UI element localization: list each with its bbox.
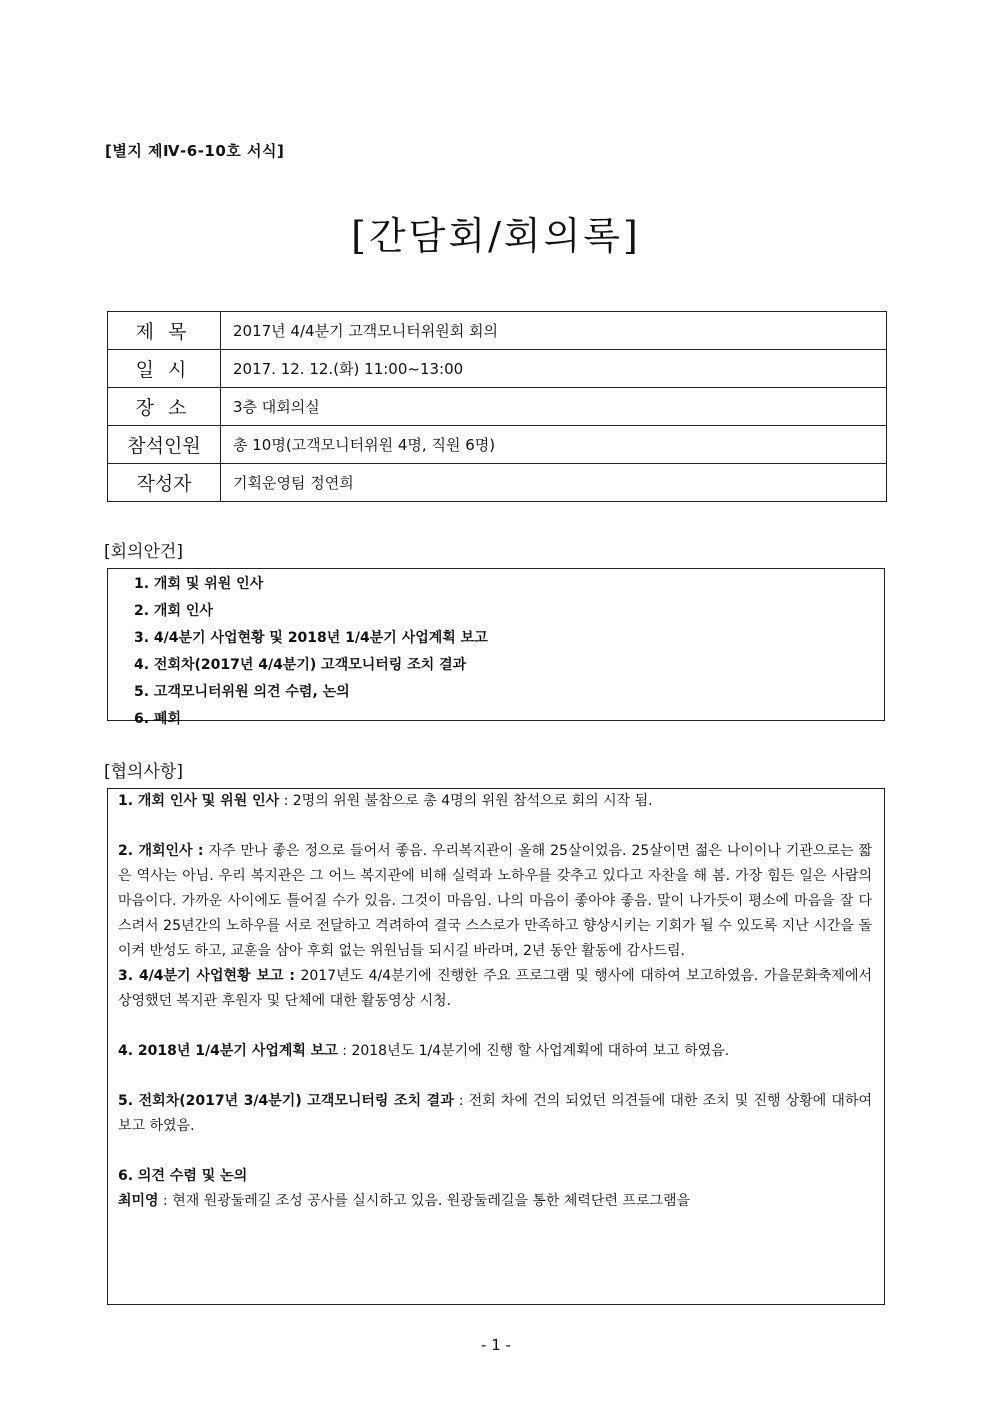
discussion-item-title: 최미영 — [118, 1193, 159, 1209]
info-value: 총 10명(고객모니터위원 4명, 직원 6명) — [221, 426, 887, 464]
form-code: [별지 제Ⅳ-6-10호 서식] — [105, 142, 285, 160]
discussion-item-title: 4. 2018년 1/4분기 사업계획 보고 — [118, 1043, 338, 1059]
discussion-item-title: 3. 4/4분기 사업현황 보고 : — [118, 968, 295, 984]
discussion-item-title: 2. 개회인사 : — [118, 843, 204, 859]
info-row-location — [108, 388, 887, 426]
page-number: - 1 - — [481, 1336, 511, 1354]
meeting-info-table — [107, 311, 887, 502]
discussion-item — [118, 1164, 872, 1189]
info-label: 장소 — [108, 388, 221, 426]
discussion-item — [118, 1039, 872, 1064]
agenda-item: 6. 폐회 — [134, 711, 181, 727]
discussion-item — [118, 789, 872, 814]
agenda-item: 1. 개회 및 위원 인사 — [134, 576, 264, 592]
info-row-subject — [108, 312, 887, 350]
info-label: 작성자 — [108, 464, 221, 502]
discussion-item — [118, 1189, 872, 1214]
discussion-heading: [협의사항] — [104, 762, 183, 782]
info-row-datetime — [108, 350, 887, 388]
discussion-box — [107, 788, 885, 1305]
discussion-item-title: 5. 전회차(2017년 3/4분기) 고객모니터링 조치 결과 — [118, 1093, 454, 1109]
info-value: 2017년 4/4분기 고객모니터위원회 회의 — [221, 312, 887, 350]
agenda-item: 3. 4/4분기 사업현황 및 2018년 1/4분기 사업계획 보고 — [134, 630, 488, 646]
discussion-item-text: : 2명의 위원 불참으로 총 4명의 위원 참석으로 회의 시작 됨. — [279, 793, 653, 809]
info-value: 2017. 12. 12.(화) 11:00~13:00 — [221, 350, 887, 388]
discussion-item-text: : 전회 차에 건의 되었던 의견들에 대한 조치 및 진행 상황에 대하여 보고 하였음. — [118, 1093, 873, 1134]
agenda-item: 4. 전회차(2017년 4/4분기) 고객모니터링 조치 결과 — [134, 657, 467, 673]
discussion-item-text: : 2018년도 1/4분기에 진행 할 사업계획에 대하여 보고 하였음. — [337, 1043, 730, 1059]
info-value: 기획운영팀 정연희 — [221, 464, 887, 502]
discussion-item-text: 2017년도 4/4분기에 진행한 주요 프로그램 및 행사에 대하여 보고하였음. 가을문화축제에서 상영했던 복지관 후원자 및 단체에 대한 활동영상 시청. — [118, 968, 872, 1009]
discussion-item — [118, 1089, 872, 1139]
agenda-item: 5. 고객모니터위원 의견 수렴, 논의 — [134, 684, 350, 700]
info-label: 제목 — [108, 312, 221, 350]
discussion-item-title: 6. 의견 수렴 및 논의 — [118, 1168, 248, 1184]
agenda-box — [107, 568, 885, 727]
discussion-item — [118, 839, 872, 964]
discussion-item-text: : 현재 원광둘레길 조성 공사를 실시하고 있음. 원광둘레길을 통한 체력단련 프로그램을 — [158, 1193, 691, 1209]
document-title: [간담회/회의록] — [351, 214, 641, 258]
discussion-item-title: 1. 개회 인사 및 위원 인사 — [118, 793, 280, 809]
discussion-item — [118, 964, 872, 1014]
agenda-heading: [회의안건] — [104, 542, 183, 562]
info-row-author — [108, 464, 887, 502]
info-label: 참석인원 — [108, 426, 221, 464]
agenda-item: 2. 개회 인사 — [134, 603, 213, 619]
info-row-attendees — [108, 426, 887, 464]
discussion-item-text: 자주 만나 좋은 정으로 들어서 좋음. 우리복지관이 올해 25살이었음. 25살이면 젊은 나이이나 기관으로는 짧은 역사는 아님. 우리 복지관은 그 어느 복지관에 비해 실력과 노하우를 갖추고 있다고 자찬을 해 봄. 가장 힘든 일은 사람의 마음이다. 가까운 사이에도 틀어질 수가 있음. 그것이 마음임. 나의 마음이 좋아야 좋음. 말이 나가듯이 평소에 마음을 잘 다스려서 25년간의 노하우를 서로 전달하고 격려하여 결국 스스로가 만족하고 향상시키는 기회가 될 수 있도록 지난 시간을 돌이켜 반성도 하고, 교훈을 삼아 후회 없는 위원님들 되시길 바라며, 2년 동안 활동에 감사드림. — [118, 843, 872, 959]
info-label: 일시 — [108, 350, 221, 388]
info-value: 3층 대회의실 — [221, 388, 887, 426]
